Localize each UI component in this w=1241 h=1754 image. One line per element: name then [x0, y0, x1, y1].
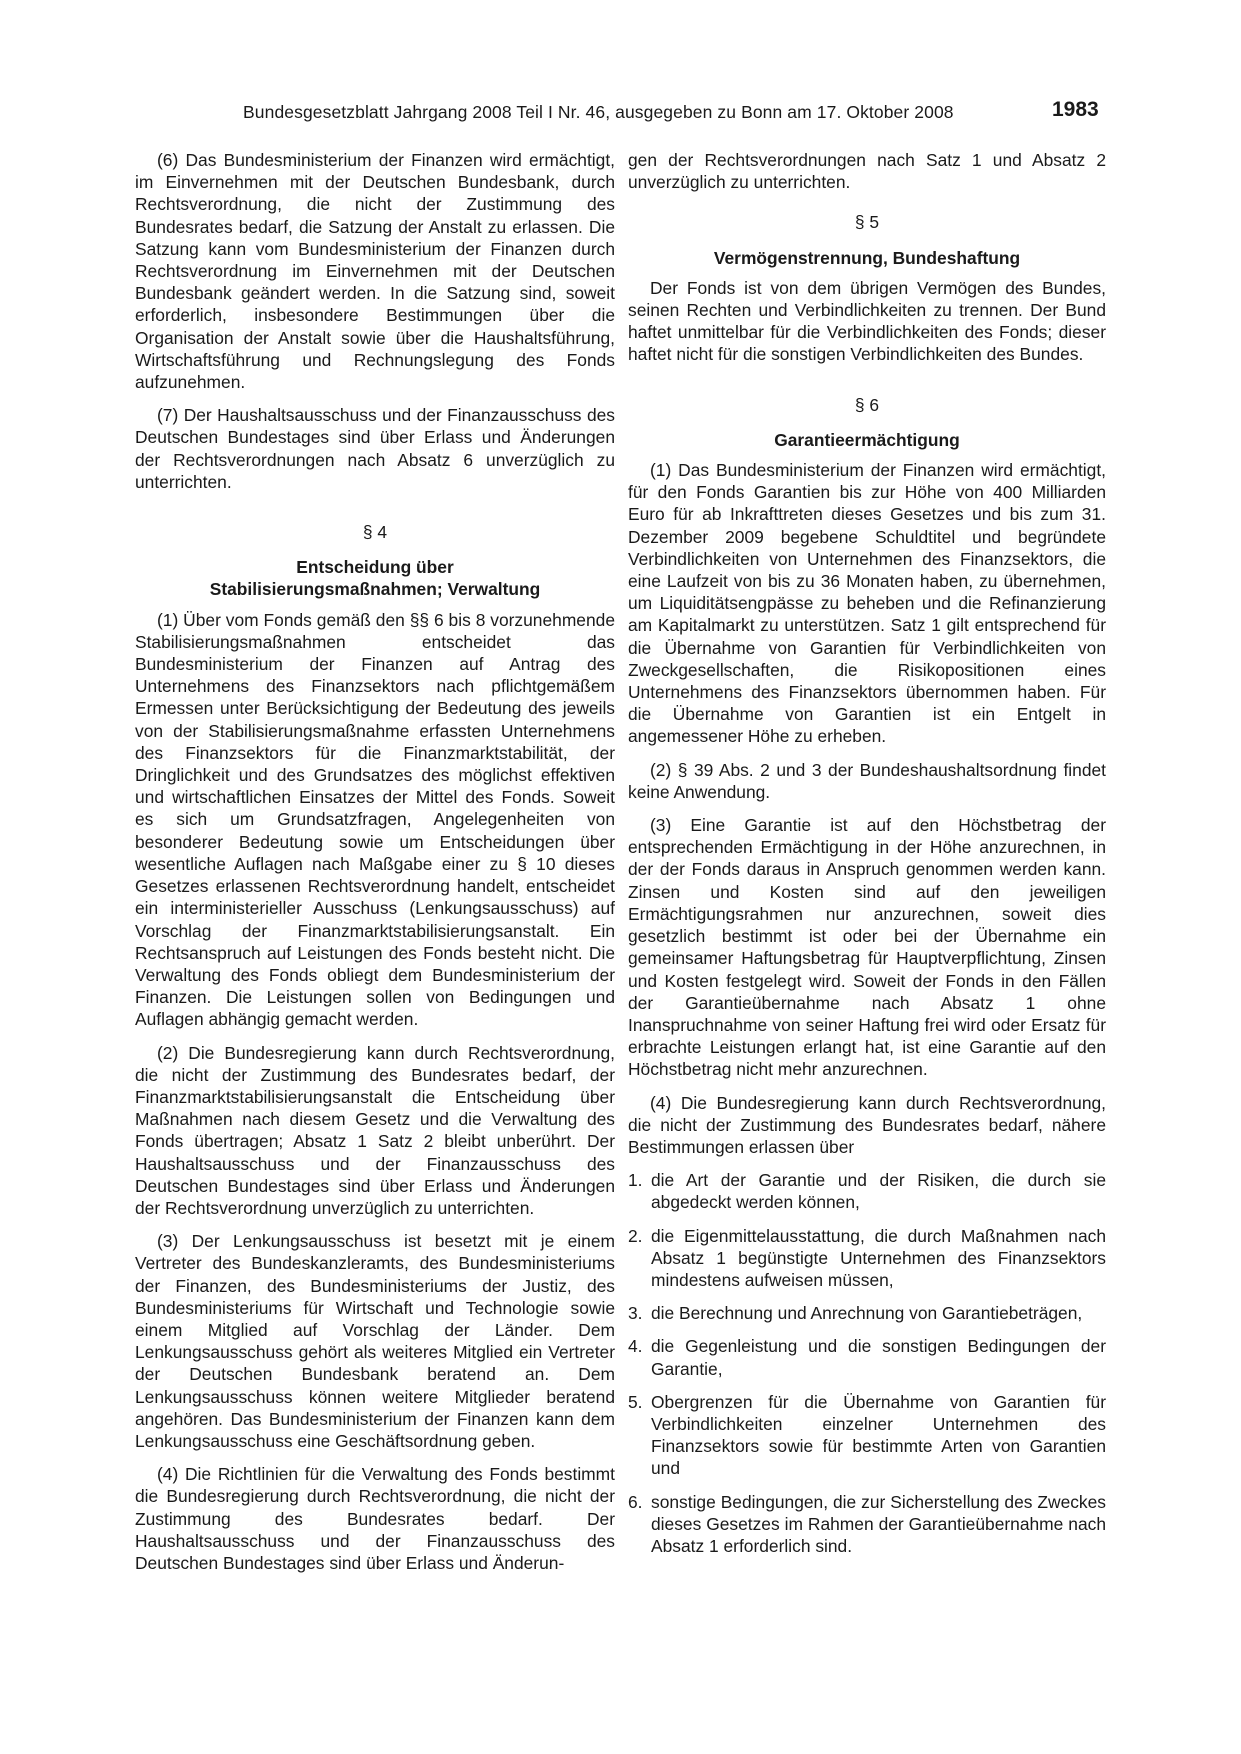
paragraph-4-1: (1) Über vom Fonds gemäß den §§ 6 bis 8 vorzunehmende Stabilisierungsmaßnahmen entscheidet das Bundesministerium der Finanzen auf Antrag des Unternehmens des Finanzsektors nach pflichtgemäßem Ermessen unter Berücksichtigung der Bedeutung des jeweils von der Stabilisierungsmaßnahme erfassten Unternehmens des Finanzsektors für die Finanzmarktstabilität, der Dringlichkeit und des Grundsatzes des möglichst effektiven und wirtschaftlichen Einsatzes der Mittel des Fonds. Soweit es sich um Grundsatzfragen, Angelegenheiten von besonderer Bedeutung sowie um Entscheidungen über wesentliche Auflagen nach Maßgabe einer zu § 10 dieses Gesetzes erlassenen Rechtsverordnung handelt, entscheidet ein interministerieller Ausschuss (Lenkungsausschuss) auf Vorschlag der Finanzmarktstabilisierungsanstalt. Ein Rechtsanspruch auf Leistungen des Fonds besteht nicht. Die Verwaltung des Fonds obliegt dem Bundesministerium der Finanzen. Die Leistungen sollen von Bedingungen und Auflagen abhängig gemacht werden.: [135, 609, 615, 1030]
section-5-title: Vermögenstrennung, Bundeshaftung: [713, 247, 1021, 268]
paragraph-6-3: (3) Eine Garantie ist auf den Höchstbetrag der entsprechenden Ermächtigung in der Höhe anzurechnen, in der der Fonds daraus in Anspruch genommen werden kann. Zinsen und Kosten sind auf den jeweiligen Ermächtigungsrahmen nur anzurechnen, soweit dies gesetzlich bestimmt ist oder bei der Übernahme ein gemeinsamer Haftungsbetrag für Hauptverpflichtung, Zinsen und Kosten festgelegt wird. Soweit der Fonds in den Fällen der Garantieübernahme nach Absatz 1 ohne Inanspruchnahme von seiner Haftung frei wird oder Ersatz für erbrachte Leistungen erlangt hat, ist eine Garantie auf den Höchstbetrag nicht mehr anzurechnen.: [628, 815, 1106, 1080]
list-item: [628, 1302, 1106, 1324]
paragraph-6-1: (1) Das Bundesministerium der Finanzen wird ermächtigt, für den Fonds Garantien bis zur Höhe von 400 Milliarden Euro für ab Inkrafttreten dieses Gesetzes und bis zum 31. Dezember 2009 begebene Schuldtitel und begründete Verbindlichkeiten von Unternehmen des Finanzsektors, die eine Laufzeit von bis zu 36 Monaten haben, zu übernehmen, um Liquiditätsengpässe zu beheben und die Refinanzierung am Kapitalmarkt zu unterstützen. Satz 1 gilt entsprechend für die Übernahme von Garantien für Verbindlichkeiten von Zweckgesellschaften, die Risikopositionen eines Unternehmens des Finanzsektors übernommen haben. Für die Übernahme von Garantien ist ein Entgelt in angemessener Höhe zu erheben.: [628, 460, 1106, 747]
right-column: [628, 149, 1106, 1568]
header-title: Bundesgesetzblatt Jahrgang 2008 Teil I Nr. 46, ausgegeben zu Bonn am 17. Oktober 2008: [243, 102, 954, 122]
list-item: [628, 1335, 1106, 1379]
list-item: [628, 1491, 1106, 1558]
paragraph-6-4: (4) Die Bundesregierung kann durch Rechtsverordnung, die nicht der Zustimmung des Bundesrates bedarf, nähere Bestimmungen erlassen über: [628, 1092, 1106, 1157]
paragraph-6-2: (2) § 39 Abs. 2 und 3 der Bundeshaushaltsordnung findet keine Anwendung.: [628, 759, 1106, 802]
paragraph-4-4: (4) Die Richtlinien für die Verwaltung des Fonds bestimmt die Bundesregierung durch Rechtsverordnung, die nicht der Zustimmung des Bundesrates bedarf. Der Haushaltsausschuss und der Finanzausschuss des Deutschen Bundestages sind über Erlass und Änderun-: [135, 1464, 615, 1573]
enumerated-list: [628, 1169, 1106, 1557]
list-item-number: 1.: [628, 1170, 643, 1191]
page-number: 1983: [1052, 98, 1099, 121]
section-4-number: § 4: [362, 522, 388, 543]
list-item-number: 3.: [628, 1303, 643, 1324]
list-item-number: 5.: [628, 1391, 643, 1412]
left-column: [135, 149, 615, 1585]
paragraph-4-2: (2) Die Bundesregierung kann durch Rechtsverordnung, die nicht der Zustimmung des Bundesrates bedarf, der Finanzmarktstabilisierungsanstalt die Entscheidung über Maßnahmen nach diesem Gesetz und die Verwaltung des Fonds übertragen; Absatz 1 Satz 2 bleibt unberührt. Der Haushaltsausschuss und der Finanzausschuss des Deutschen Bundestages sind über Erlass und Änderungen der Rechtsverordnung unverzüglich zu unterrichten.: [135, 1042, 615, 1218]
list-item: [628, 1169, 1106, 1213]
paragraph-4-4-continued: gen der Rechtsverordnungen nach Satz 1 und Absatz 2 unverzüglich zu unterrichten.: [628, 150, 1106, 193]
list-item-text: Obergrenzen für die Übernahme von Garantien für Verbindlichkeiten einzelner Unternehmen des Finanzsektors sowie für bestimmte Arten von Garantien und: [651, 1391, 1106, 1479]
list-item-text: sonstige Bedingungen, die zur Sicherstellung des Zweckes dieses Gesetzes im Rahmen der Garantieübernahme nach Absatz 1 erforderlich sind.: [651, 1491, 1106, 1556]
list-item-text: die Art der Garantie und der Risiken, die durch sie abgedeckt werden können,: [651, 1170, 1106, 1213]
section-5-number: § 5: [854, 212, 880, 233]
section-6-number: § 6: [854, 394, 880, 415]
list-item-number: 6.: [628, 1491, 643, 1512]
list-item-text: die Berechnung und Anrechnung von Garantiebeträgen,: [651, 1303, 1083, 1324]
list-item-text: die Eigenmittelausstattung, die durch Maßnahmen nach Absatz 1 begünstigte Unternehmen des Finanzsektors mindestens aufweisen müssen,: [651, 1225, 1106, 1290]
paragraph-4-3: (3) Der Lenkungsausschuss ist besetzt mit je einem Vertreter des Bundeskanzleramts, des Bundesministeriums der Finanzen, des Bundesministeriums der Justiz, des Bundesministeriums für Wirtschaft und Technologie sowie einem Mitglied auf Vorschlag der Länder. Dem Lenkungsausschuss gehört als weiteres Mitglied ein Vertreter der Deutschen Bundesbank beratend an. Dem Lenkungsausschuss können weitere Mitglieder beratend angehören. Das Bundesministerium der Finanzen kann dem Lenkungsausschuss eine Geschäftsordnung geben.: [135, 1231, 615, 1451]
list-item-text: die Gegenleistung und die sonstigen Bedingungen der Garantie,: [651, 1336, 1106, 1379]
section-4-title-line2: Stabilisierungsmaßnahmen; Verwaltung: [209, 579, 541, 600]
section-4-title-line1: Entscheidung über: [296, 557, 454, 578]
section-6-title: Garantieermächtigung: [774, 429, 960, 450]
list-item: [628, 1225, 1106, 1292]
list-item-number: 4.: [628, 1336, 643, 1357]
paragraph-5: Der Fonds ist von dem übrigen Vermögen des Bundes, seinen Rechten und Verbindlichkeiten zu trennen. Der Bund haftet unmittelbar für die Verbindlichkeiten des Fonds; dieser haftet nicht für die sonstigen Verbindlichkeiten des Bundes.: [628, 277, 1106, 365]
page-header: [0, 98, 1241, 126]
list-item-number: 2.: [628, 1225, 643, 1246]
list-item: [628, 1391, 1106, 1480]
paragraph-3-7: (7) Der Haushaltsausschuss und der Finanzausschuss des Deutschen Bundestages sind über Erlass und Änderungen der Rechtsverordnungen nach Absatz 6 unverzüglich zu unterrichten.: [135, 405, 615, 492]
paragraph-3-6: (6) Das Bundesministerium der Finanzen wird ermächtigt, im Einvernehmen mit der Deutschen Bundesbank, durch Rechtsverordnung, die nicht der Zustimmung des Bundesrates bedarf, die Satzung der Anstalt zu erlassen. Die Satzung kann vom Bundesministerium der Finanzen durch Rechtsverordnung im Einvernehmen mit der Deutschen Bundesbank geändert werden. In die Satzung sind, soweit erforderlich, insbesondere Bestimmungen über die Organisation der Anstalt sowie über die Haushaltsführung, Wirtschaftsführung und Rechnungslegung des Fonds aufzunehmen.: [135, 150, 615, 393]
section-4-title: [135, 556, 615, 600]
